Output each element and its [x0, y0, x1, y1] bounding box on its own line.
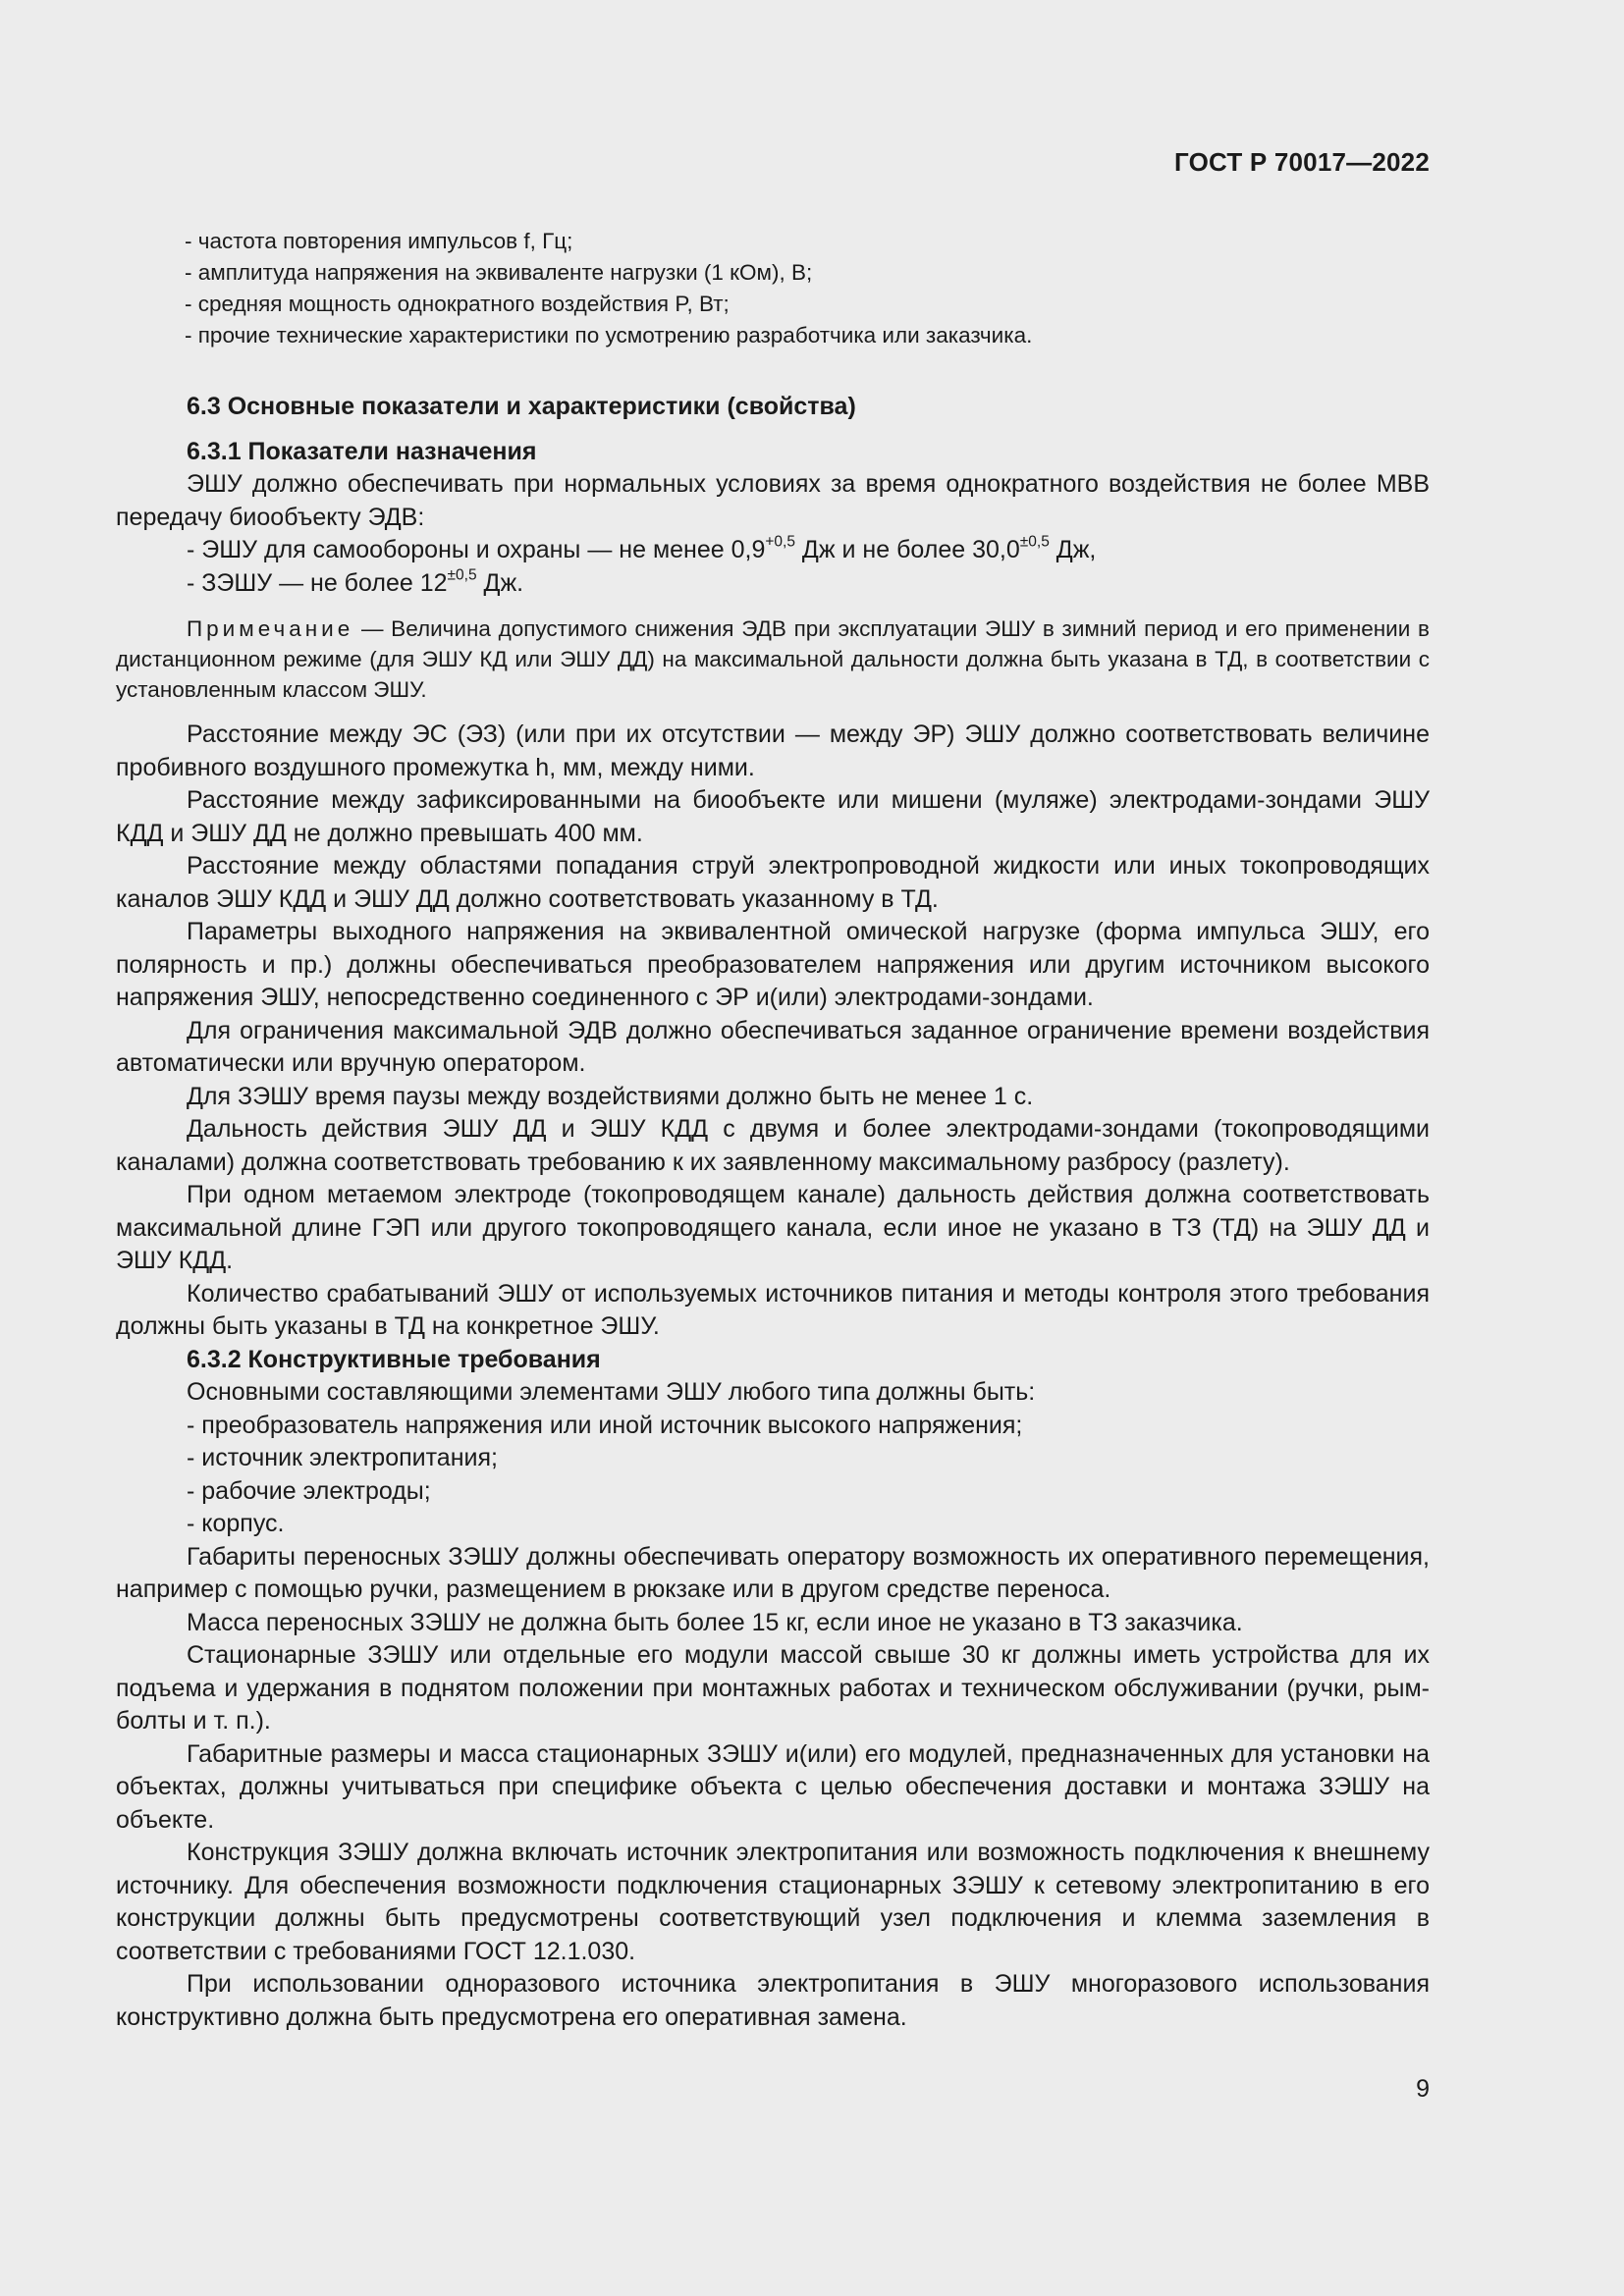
paragraph: ЭШУ должно обеспечивать при нормальных условиях за время однократного воздействия не более МВВ передачу биообъекту ЭДВ:: [116, 470, 1430, 531]
paragraph: Расстояние между зафиксированными на биообъекте или мишени (муляже) электродами-зондами ЭШУ КДД и ЭШУ ДД не должно превышать 400 мм.: [116, 786, 1430, 847]
paragraph: Габаритные размеры и масса стационарных ЗЭШУ и(или) его модулей, предназначенных для установки на объектах, должны учитываться при специфике объекта с целью обеспечения доставки и монтажа ЗЭШУ на объекте.: [116, 1739, 1430, 1834]
list-item: - преобразователь напряжения или иной источник высокого напряжения;: [187, 1411, 1023, 1439]
list-item: - рабочие электроды;: [187, 1476, 431, 1505]
paragraph: Расстояние между областями попадания струй электропроводной жидкости или иных токопроводящих каналов ЭШУ КДД и ЭШУ ДД должно соответствовать указанному в ТД.: [116, 852, 1430, 913]
section-6-3-title: 6.3 Основные показатели и характеристики (свойства): [187, 393, 856, 420]
energy-item-zesu: - ЗЭШУ — не более $12^{\pm 0,5}$ Дж.: [187, 565, 524, 597]
paragraph: Дальность действия ЭШУ ДД и ЭШУ КДД с двумя и более электродами-зондами (токопроводящими каналами) должна соответствовать требованию к их заявленному максимальному разбросу (разлету).: [116, 1115, 1430, 1176]
page-content: [116, 226, 1430, 2034]
paragraph: При одном метаемом электроде (токопроводящем канале) дальность действия должна соответствовать максимальной длине ГЭП или другого токопроводящего канала, если иное не указано в ТЗ (ТД) на ЭШУ ДД и ЭШУ КДД.: [116, 1181, 1430, 1274]
paragraph: При использовании одноразового источника электропитания в ЭШУ многоразового использования конструктивно должна быть предусмотрена его оперативная замена.: [116, 1970, 1430, 2031]
paragraph: Для ограничения максимальной ЭДВ должно обеспечиваться заданное ограничение времени воздействия автоматически или вручную оператором.: [116, 1016, 1430, 1077]
characteristics-list: [116, 226, 1430, 351]
paragraph: Масса переносных ЗЭШУ не должна быть более 15 кг, если иное не указано в ТЗ заказчика.: [187, 1608, 1243, 1636]
list-item: - источник электропитания;: [187, 1444, 498, 1471]
paragraph: Основными составляющими элементами ЭШУ любого типа должны быть:: [187, 1378, 1036, 1406]
energy-item-esu: - ЭШУ для самообороны и охраны — не менее $0,9^{+0,5}$ Дж и не более $30,0^{\pm 0,5}$ Дж,: [187, 533, 1097, 563]
note-text: — Величина допустимого снижения ЭДВ при эксплуатации ЭШУ в зимний период и его применении в дистанционном режиме (для ЭШУ КД или ЭШУ ДД) на максимальной дальности должна быть указана в ТД, в соответствии с установленным классом ЭШУ.: [116, 616, 1430, 702]
list-item: - частота повторения импульсов f, Гц;: [185, 229, 573, 253]
paragraph: Конструкция ЗЭШУ должна включать источник электропитания или возможность подключения к внешнему источнику. Для обеспечения возможности подключения стационарных ЗЭШУ к сетевому электропитанию в его конструкции должны быть предусмотрены соответствующий узел подключения и клемма заземления в соответствии с требованиями ГОСТ 12.1.030.: [116, 1839, 1430, 1965]
paragraph: Стационарные ЗЭШУ или отдельные его модули массой свыше 30 кг должны иметь устройства для их подъема и удержания в поднятом положении при монтажных работах и техническом обслуживании (ручки, рым-болты и т. п.).: [116, 1641, 1430, 1735]
note-label: Примечание: [187, 616, 354, 641]
paragraph: Количество срабатываний ЭШУ от используемых источников питания и методы контроля этого требования должны быть указаны в ТД на конкретное ЭШУ.: [116, 1279, 1430, 1340]
paragraph: Для ЗЭШУ время паузы между воздействиями должно быть не менее 1 с.: [187, 1082, 1034, 1110]
paragraph: Параметры выходного напряжения на эквивалентной омической нагрузке (форма импульса ЭШУ, его полярность и пр.) должны обеспечиваться преобразователем напряжения или другим источником высокого напряжения ЭШУ, непосредственно соединенного с ЭР и(или) электродами-зондами.: [116, 918, 1430, 1011]
list-item: - корпус.: [187, 1510, 285, 1537]
section-6-3-1-title: 6.3.1 Показатели назначения: [187, 437, 537, 465]
paragraph: Габариты переносных ЗЭШУ должны обеспечивать оператору возможность их оперативного перемещения, например с помощью ручки, размещением в рюкзаке или в другом средстве переноса.: [116, 1542, 1430, 1603]
list-item: - средняя мощность однократного воздействия P, Вт;: [185, 292, 730, 316]
paragraph: Расстояние между ЭС (ЭЗ) (или при их отсутствии — между ЭР) ЭШУ должно соответствовать величине пробивного воздушного промежутка h, мм, между ними.: [116, 721, 1430, 781]
section-6-3-1-body: [116, 719, 1430, 1344]
list-item: - прочие технические характеристики по усмотрению разработчика или заказчика.: [185, 323, 1033, 347]
page-number: 9: [1416, 2075, 1430, 2103]
list-item: - амплитуда напряжения на эквиваленте нагрузки (1 кОм), В;: [185, 260, 813, 285]
document-code: ГОСТ Р 70017—2022: [1174, 147, 1430, 177]
section-6-3-2-title: 6.3.2 Конструктивные требования: [187, 1345, 601, 1373]
note: [116, 614, 1430, 705]
